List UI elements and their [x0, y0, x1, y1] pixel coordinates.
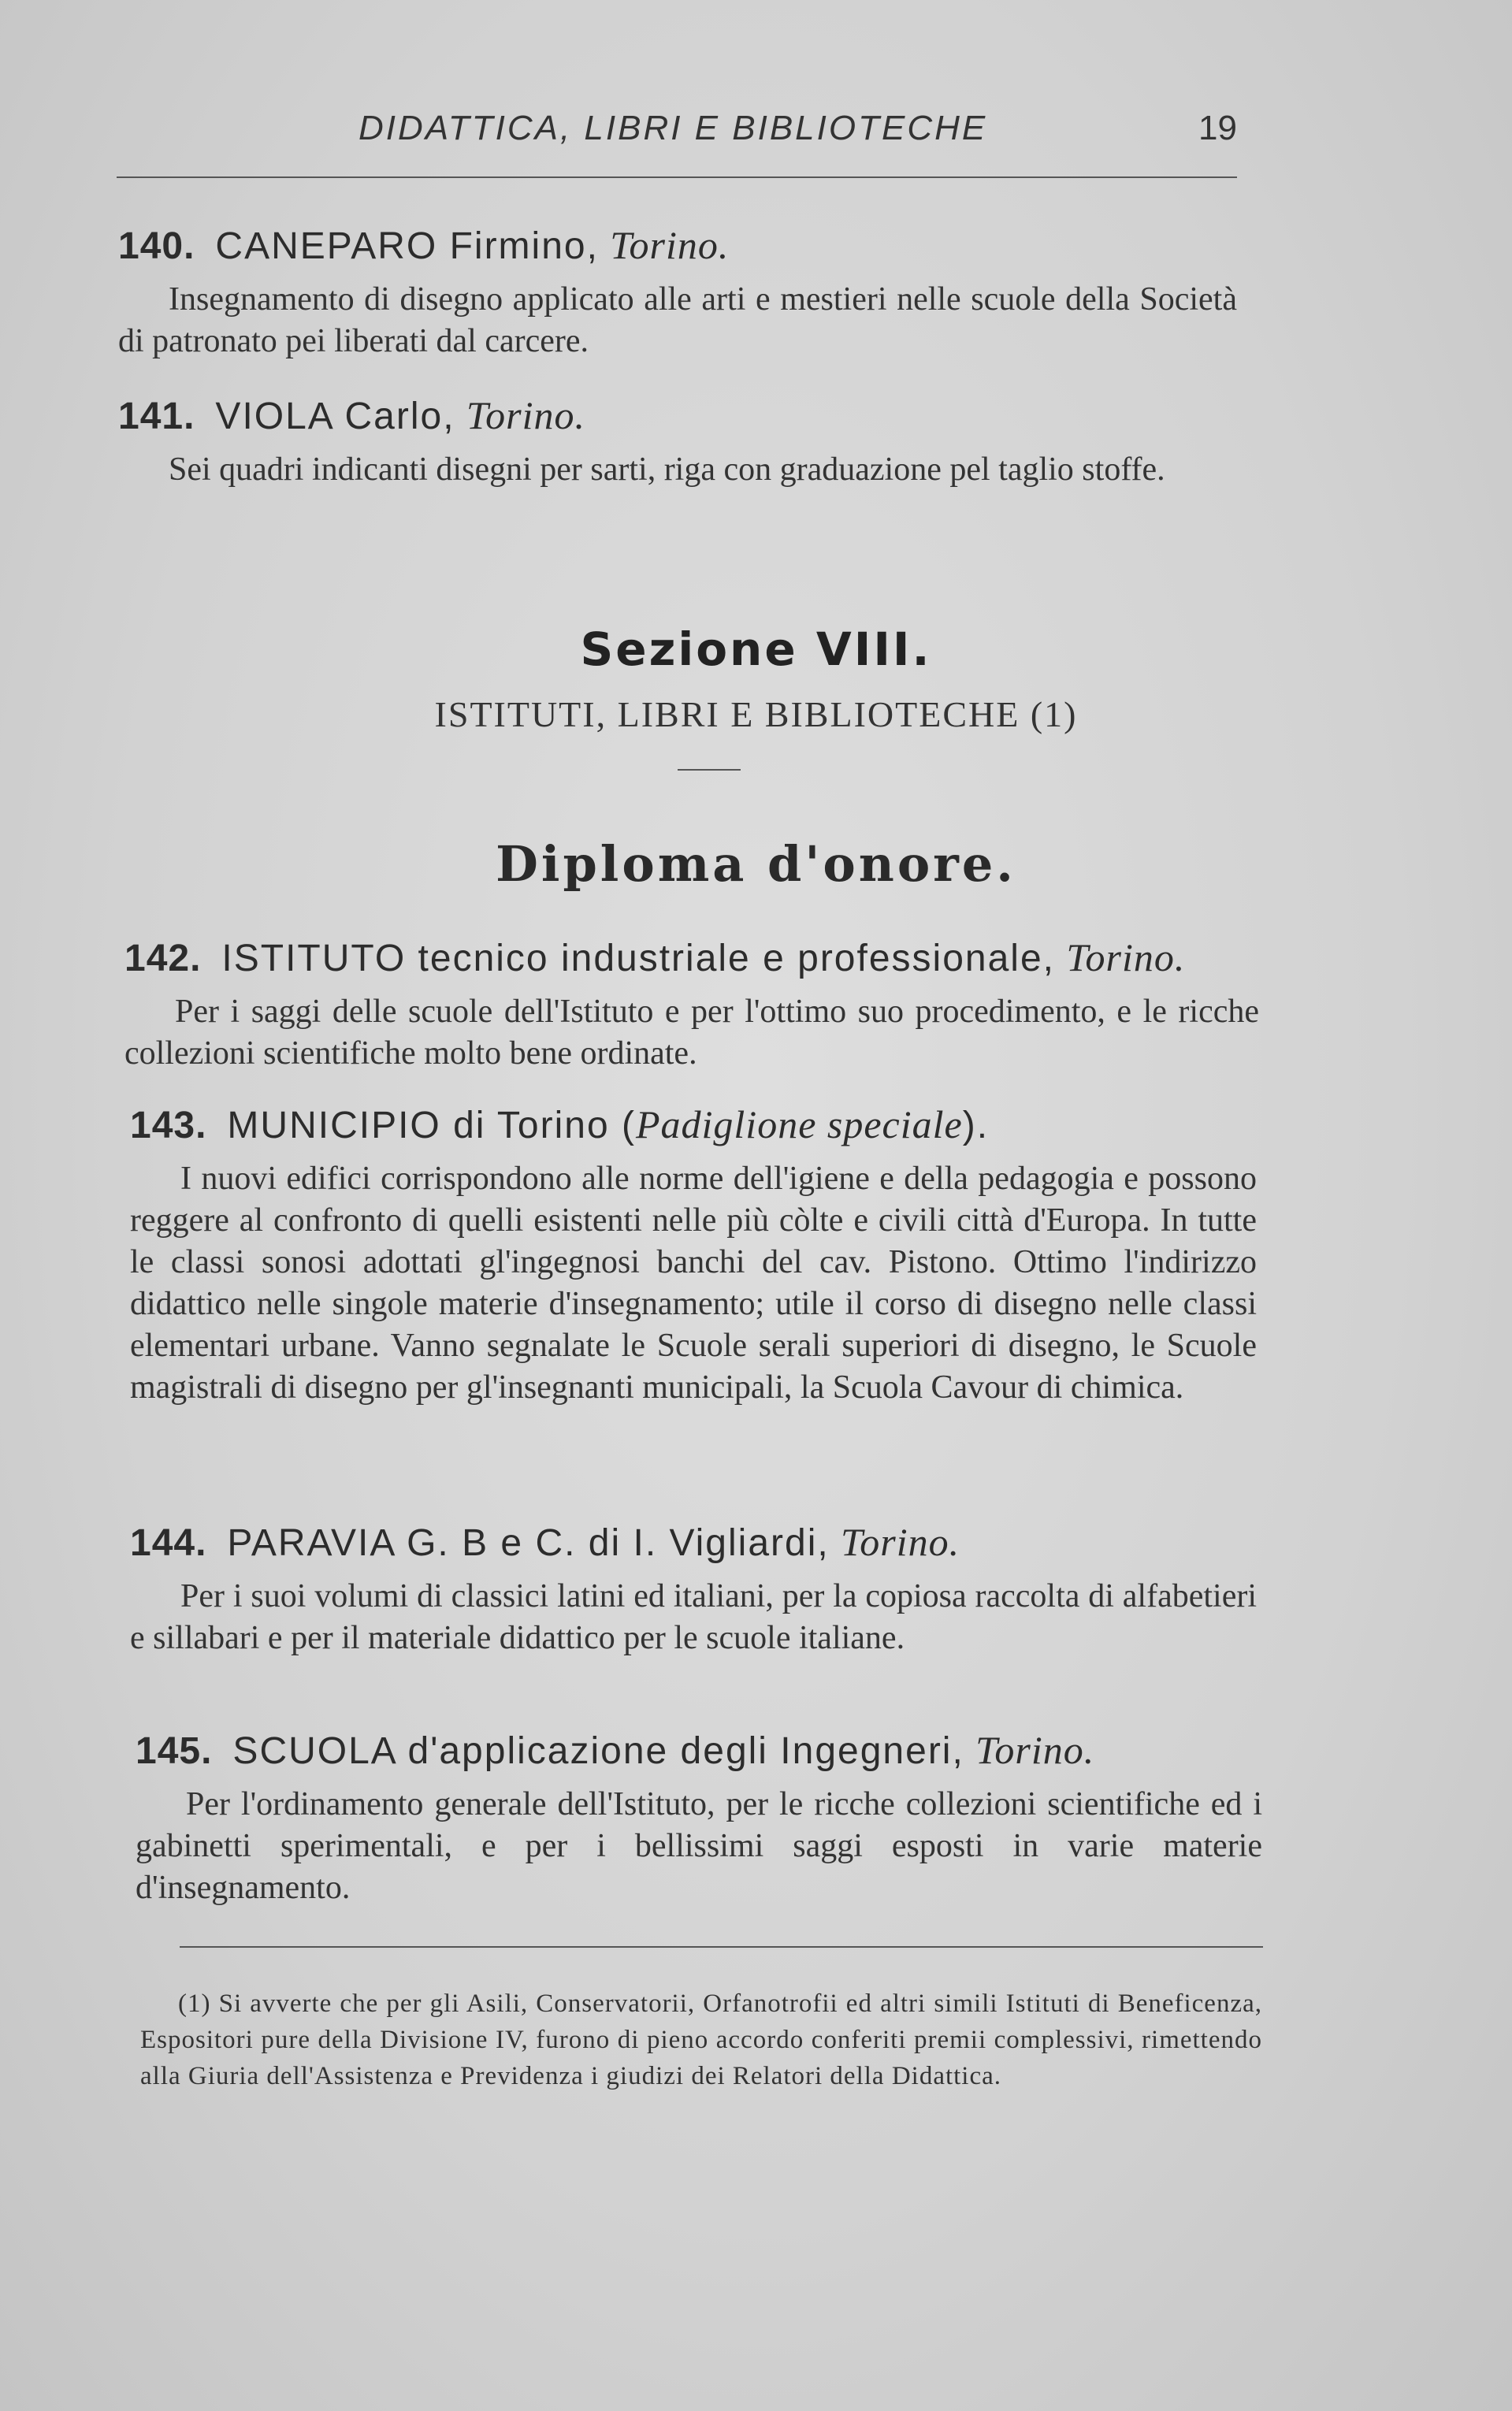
entry-143 [130, 1101, 1257, 1409]
header-rule [117, 176, 1237, 178]
entry-heading [118, 392, 1261, 440]
entry-description: Insegnamento di disegno applicato alle arti e mestieri nelle scuole della Società di patronato pei liberati dal carcere. [118, 281, 1237, 359]
entry-description: Per i saggi delle scuole dell'Istituto e per l'ottimo suo procedimento, e le ricche collezioni scientifiche molto bene ordinate. [124, 994, 1259, 1072]
footnote-rule [180, 1946, 1263, 1948]
running-title: DIDATTICA, LIBRI E BIBLIOTECHE [358, 109, 988, 147]
page-number: 19 [1198, 109, 1237, 147]
entry-name: SCUOLA d'applicazione degli Ingegneri, [232, 1730, 964, 1772]
footnote: (1) Si avverte che per gli Asili, Conservatorii, Orfanotrofii ed altri simili Istituti di Beneficenza, Espositori pure della Divisione IV, furono di pieno accordo conferiti premii complessivi, rimettendo alla Giuria dell'Assistenza e Previdenza i giudizi dei Relatori della Didattica. [140, 1989, 1262, 2090]
entry-140 [118, 222, 1261, 362]
entry-number: 144. [130, 1522, 207, 1564]
entry-144 [130, 1519, 1257, 1659]
section-title: Sezione VIII. [580, 622, 932, 676]
entry-142 [124, 934, 1259, 1075]
entry-heading [130, 1101, 1257, 1149]
entry-name: MUNICIPIO di Torino ( [227, 1105, 636, 1146]
entry-place: Torino. [466, 393, 585, 437]
entry-number: 143. [130, 1105, 207, 1146]
entry-heading [136, 1727, 1262, 1774]
entry-name: VIOLA Carlo, [215, 396, 455, 437]
entry-name-suffix: ). [962, 1105, 990, 1146]
entry-heading [124, 934, 1259, 982]
entry-name: CANEPARO Firmino, [215, 225, 599, 267]
entry-place: Torino. [610, 223, 730, 267]
entry-number: 141. [118, 396, 195, 437]
entry-place: Torino. [841, 1520, 960, 1564]
entry-number: 140. [118, 225, 195, 267]
entry-heading [130, 1519, 1257, 1566]
entry-number: 145. [136, 1730, 213, 1772]
section-divider [678, 769, 741, 771]
entry-place: Torino. [975, 1728, 1095, 1772]
entry-name: PARAVIA G. B e C. di I. Vigliardi, [227, 1522, 830, 1564]
entry-145 [136, 1727, 1262, 1909]
entry-141 [118, 392, 1261, 491]
entry-heading [118, 222, 1261, 269]
entry-name: ISTITUTO tecnico industriale e professionale, [221, 938, 1055, 979]
entry-description: I nuovi edifici corrispondono alle norme dell'igiene e della pedagogia e possono reggere al confronto di quelli esistenti nelle più còlte e civili città d'Europa. In tutte le classi sonosi adottati gl'ingegnosi banchi del cav. Pistono. Ottimo l'indirizzo didattico nelle singole materie d'insegnamento; utile il corso di disegno nelle classi elementari urbane. Vanno segnalate le Scuole serali superiori di disegno, le Scuole magistrali di disegno per gl'insegnanti municipali, la Scuola Cavour di chimica. [130, 1161, 1257, 1406]
entry-description: Sei quadri indicanti disegni per sarti, riga con graduazione pel taglio stoffe. [169, 451, 1165, 488]
running-header [118, 109, 1237, 164]
section-subtitle: ISTITUTI, LIBRI E BIBLIOTECHE (1) [434, 694, 1078, 734]
award-heading: Diploma d'onore. [496, 835, 1016, 893]
entry-description: Per i suoi volumi di classici latini ed italiani, per la copiosa raccolta di alfabetieri e sillabari e per il materiale didattico per le scuole italiane. [130, 1578, 1257, 1656]
entry-place: Padiglione speciale [635, 1102, 963, 1146]
entry-place: Torino. [1066, 935, 1186, 979]
entry-description: Per l'ordinamento generale dell'Istituto, per le ricche collezioni scientifiche ed i gabinetti sperimentali, e per i bellissimi saggi esposti in varie materie d'insegnamento. [136, 1786, 1262, 1906]
entry-number: 142. [124, 938, 202, 979]
